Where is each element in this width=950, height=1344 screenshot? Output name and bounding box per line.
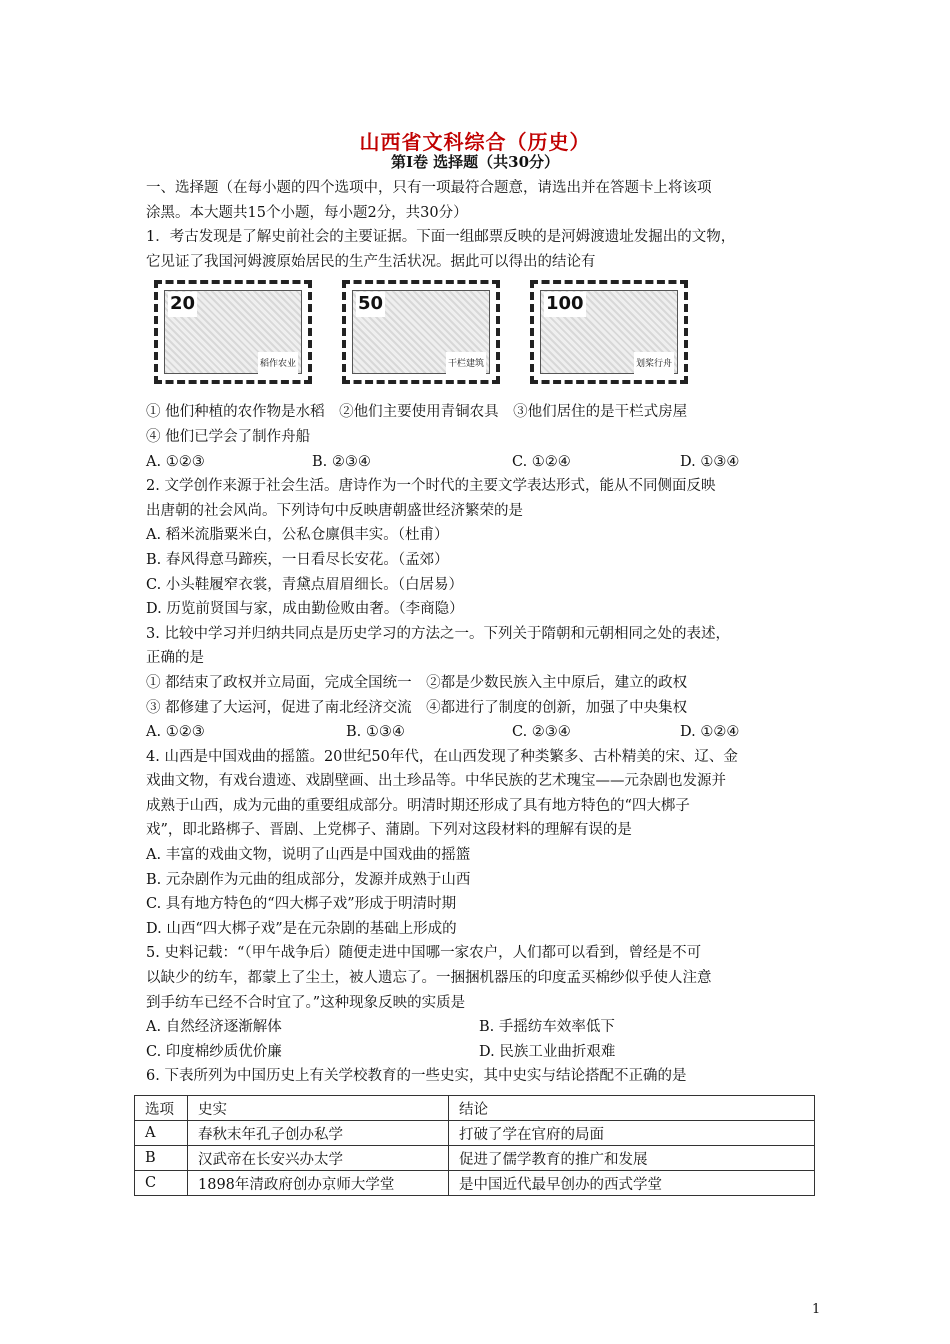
option-b: B. 元杂剧作为元曲的组成部分，发源并成熟于山西 [146,871,471,888]
option-a: A. ①②③ [146,453,205,470]
stamp-caption: 干栏建筑 [446,352,486,377]
stamp-value: 100 [544,292,586,317]
q3-stem: 3. 比较中学习并归纳共同点是历史学习的方法之一。下列关于隋朝和元朝相同之处的表述， [146,625,730,642]
q6-table [134,1095,815,1196]
option-c: C. 小头鞋履窄衣裳，青黛点眉眉细长。（白居易） [146,576,464,593]
table-cell: 打破了学在官府的局面 [449,1121,815,1146]
q4-stem: 4. 山西是中国戏曲的摇篮。20世纪50年代，在山西发现了种类繁多、古朴精美的宋、辽、金 [146,748,738,765]
table-cell: C [135,1171,188,1196]
table-row [135,1146,815,1171]
option-c: C. ②③④ [512,724,571,741]
q4-stem: 戏曲文物，有戏台遗迹、戏剧壁画、出土珍品等。中华民族的艺术瑰宝——元杂剧也发源并 [146,773,726,790]
q3-stem: 正确的是 [146,650,204,667]
q5-stem: 以缺少的纺车，都蒙上了尘土，被人遗忘了。一捆捆机器压的印度孟买棉纱似乎使人注意 [146,970,712,987]
option-b: B. ②③④ [312,453,371,470]
table-cell: 汉武帝在长安兴办太学 [188,1146,449,1171]
option-c: C. ①②④ [512,453,571,470]
q5-stem: 5. 史料记载：“（甲午战争后）随便走进中国哪一家农户，人们都可以看到，曾经是不可 [146,945,702,962]
stamp-rice-farming [154,280,312,384]
table-header: 选项 [135,1096,188,1121]
table-cell: 促进了儒学教育的推广和发展 [449,1146,815,1171]
option-d: D. ①②④ [680,724,740,741]
table-cell: 春秋末年孔子创办私学 [188,1121,449,1146]
stamp-paddle-boat [530,280,688,384]
q3-options [146,720,826,745]
q5-options-row [146,1040,826,1065]
table-header-row [135,1096,815,1121]
q2-stem: 2. 文学创作来源于社会生活。唐诗作为一个时代的主要文学表达形式，能从不同侧面反映 [146,478,716,495]
q1-statement: ④ 他们已学会了制作舟船 [146,428,311,445]
q4-stem: 戏”，即北路梆子、晋剧、上党梆子、蒲剧。下列对这段材料的理解有误的是 [146,822,632,839]
q2-stem: 出唐朝的社会风尚。下列诗句中反映唐朝盛世经济繁荣的是 [146,502,523,519]
table-cell: 1898年清政府创办京师大学堂 [188,1171,449,1196]
option-c: C. 印度棉纱质优价廉 [146,1043,282,1060]
stamp-group [154,280,826,392]
option-a: A. 丰富的戏曲文物，说明了山西是中国戏曲的摇篮 [146,847,471,864]
option-d: D. 历览前贤国与家，成由勤俭败由奢。（李商隐） [146,601,464,618]
option-c: C. 具有地方特色的“四大梆子戏”形成于明清时期 [146,896,457,913]
q4-stem: 成熟于山西，成为元曲的重要组成部分。明清时期还形成了具有地方特色的“四大梆子 [146,797,690,814]
q1-stem: 它见证了我国河姆渡原始居民的生产生活状况。据此可以得出的结论有 [146,253,596,270]
table-row [135,1171,815,1196]
stamp-caption: 划桨行舟 [634,352,674,377]
option-b: B. ①③④ [346,724,405,741]
table-cell: B [135,1146,188,1171]
q1-options [146,450,826,475]
stamp-stilt-house [342,280,500,384]
stamp-value: 50 [356,292,385,317]
table-header: 史实 [188,1096,449,1121]
q3-statement: ③ 都修建了大运河，促进了南北经济交流 ④都进行了制度的创新，加强了中央集权 [146,699,688,716]
option-a: A. 自然经济逐渐解体 [146,1019,282,1036]
table-cell: A [135,1121,188,1146]
page-number: 1 [812,1302,821,1317]
q1-statement: ① 他们种植的农作物是水稻 ②他们主要使用青铜农具 ③他们居住的是干栏式房屋 [146,404,688,421]
option-a: A. 稻米流脂粟米白，公私仓廪俱丰实。（杜甫） [146,527,449,544]
option-b: B. 春风得意马蹄疾，一日看尽长安花。（孟郊） [146,551,449,568]
table-row [135,1121,815,1146]
option-d: D. ①③④ [680,453,740,470]
page-title: 山西省文科综合（历史） [359,130,591,154]
q5-stem: 到手纺车已经不合时宜了。”这种现象反映的实质是 [146,994,466,1011]
table-cell: 是中国近代最早创办的西式学堂 [449,1171,815,1196]
option-b: B. 手摇纺车效率低下 [479,1019,615,1036]
section-subtitle: 第Ⅰ卷 选择题（共30分） [390,153,560,171]
q3-statement: ① 都结束了政权并立局面，完成全国统一 ②都是少数民族入主中原后，建立的政权 [146,674,688,691]
stamp-value: 20 [168,292,197,317]
q1-stem: 1．考古发现是了解史前社会的主要证据。下面一组邮票反映的是河姆渡遗址发掘出的文物， [146,229,736,246]
intro-line: 一、选择题（在每小题的四个选项中，只有一项最符合题意，请选出并在答题卡上将该项 [146,180,712,196]
option-a: A. ①②③ [146,724,205,741]
option-d: D. 山西“四大梆子戏”是在元杂剧的基础上形成的 [146,920,457,937]
table-header: 结论 [449,1096,815,1121]
questions [146,176,826,1089]
stamp-caption: 稻作农业 [258,352,298,377]
q5-options-row [146,1015,826,1040]
option-d: D. 民族工业曲折艰难 [479,1043,616,1060]
intro-line: 涂黑。本大题共15个小题，每小题2分，共30分） [146,204,468,221]
q6-stem: 6. 下表所列为中国历史上有关学校教育的一些史实，其中史实与结论搭配不正确的是 [146,1068,687,1085]
